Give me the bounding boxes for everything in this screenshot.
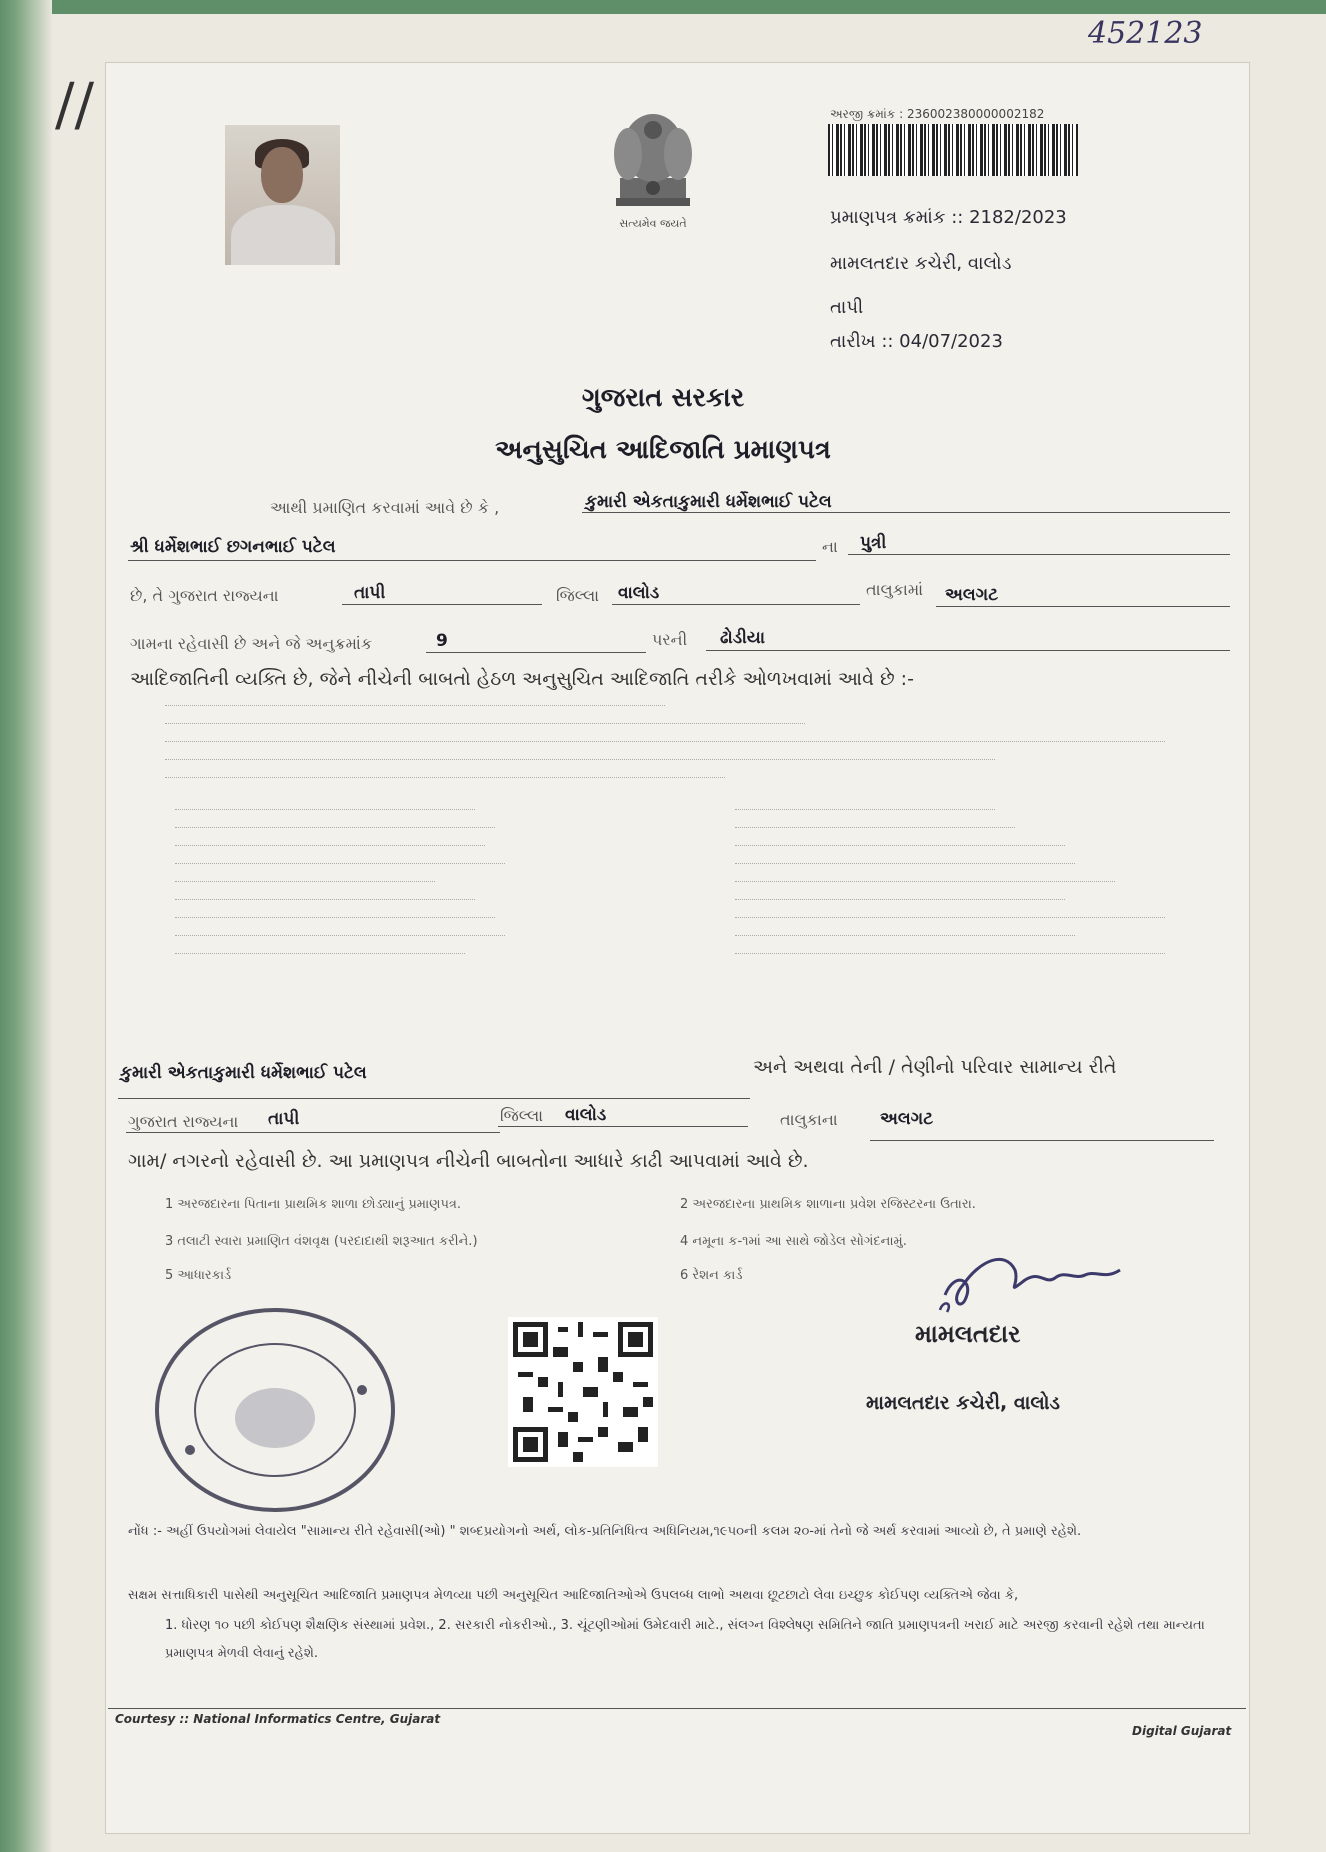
basis-item-3: 3 તલાટી સ્વારા પ્રમાણિત વંશવૃક્ષ (પરદાદાથી શરૂઆત કરીને.) — [165, 1234, 478, 1249]
statement-name: કુમારી એકતાકુમારી ધર્મેશભાઈ પટેલ — [120, 1063, 367, 1083]
basis-item-5: 5 આધારકાર્ડ — [165, 1268, 232, 1283]
statement-district-label: જિલ્લા — [500, 1106, 544, 1125]
legal-orders-block — [165, 696, 1165, 778]
footer-courtesy: Courtesy :: National Informatics Centre, Gujarat — [115, 1712, 441, 1726]
barcode — [828, 124, 1078, 176]
basis-item-4: 4 નમૂના ક-૧માં આ સાથે જોડેલ સોગંદનામું. — [680, 1234, 907, 1249]
footer-brand: Digital Gujarat — [1132, 1724, 1232, 1738]
left-edge-band — [0, 0, 52, 1852]
resident-label: ગામના રહેવાસી છે અને જે અનુક્રમાંક — [130, 634, 373, 653]
top-edge-band — [0, 0, 1326, 14]
certificate-number: પ્રમાણપત્ર ક્રમાંક :: 2182/2023 — [830, 207, 1067, 228]
certify-label: આથી પ્રમાણિત કરવામાં આવે છે કે , — [270, 498, 500, 517]
applicant-name: કુમારી એકતાકુમારી ધર્મેશભાઈ પટેલ — [585, 492, 832, 512]
issue-date: તારીખ :: 04/07/2023 — [830, 331, 1003, 352]
signatory-office: મામલતદાર કચેરી, વાલોડ — [866, 1392, 1060, 1414]
basis-item-2: 2 અરજદારના પ્રાથમિક શાળાના પ્રવેશ રજિસ્ટરના ઉતારા. — [680, 1197, 976, 1212]
relation-value: પુત્રી — [860, 533, 887, 553]
statement-district: તાપી — [268, 1109, 300, 1129]
serial-number: 9 — [436, 631, 448, 651]
tribe-label: પરની — [652, 630, 688, 649]
applicant-photo — [225, 125, 340, 265]
basis-item-1: 1 અરજદારના પિતાના પ્રાથમિક શાળા છોડ્યાનું પ્રમાણપત્ર. — [165, 1197, 462, 1212]
legal-orders-left — [175, 800, 555, 954]
tribe-value: ઢોડીયા — [720, 628, 765, 648]
handwritten-mark: // — [55, 70, 95, 138]
statement-taluka-label: તાલુકાના — [780, 1110, 838, 1129]
taluka-label: તાલુકામાં — [866, 580, 924, 599]
certificate-title: અનુસુચિત આદિજાતિ પ્રમાણપત્ર — [495, 435, 831, 465]
note-verification: સક્ષમ સત્તાધિકારી પાસેથી અનુસૂચિત આદિજાતિ પ્રમાણપત્ર મેળવ્યા પછી અનુસૂચિત આદિજાતિઓએ ઉપલબ્ધ લાભો અથવા છૂટછાટો લેવા ઇચ્છુક કોઈપણ વ્યક્તિએ જેવા કે, — [128, 1588, 1019, 1603]
issuing-office: મામલતદાર કચેરી, વાલોડ — [830, 253, 1012, 274]
state-label: છે, તે ગુજરાત રાજ્યના — [130, 586, 279, 605]
note-resident-definition: નોંધ :- અહીં ઉપયોગમાં લેવાયેલ "સામાન્ય રીતે રહેવાસી(ઓ) " શબ્દપ્રયોગનો અર્થ, લોક-પ્રતિનિધિત્વ અધિનિયમ,૧૯૫૦ની કલમ ૨૦-માં તેનો જે અર્થ કરવામાં આવ્યો છે, તે પ્રમાણે રહેશે. — [128, 1524, 1082, 1539]
village-value: અલગટ — [945, 585, 999, 605]
legal-orders-right — [735, 800, 1175, 954]
statement-state-label: ગુજરાત રાજ્યના — [128, 1112, 239, 1131]
taluka-value: વાલોડ — [618, 583, 660, 603]
basis-intro: ગામ/ નગરનો રહેવાસી છે. આ પ્રમાણપત્ર નીચેની બાબતોના આધારે કાઢી આપવામાં આવે છે. — [128, 1150, 809, 1172]
handwritten-number: 452123 — [1088, 16, 1203, 51]
application-number: અરજી ક્રમાંક : 236002380000002182 — [830, 107, 1045, 121]
family-text: અને અથવા તેની / તેણીનો પરિવાર સામાન્ય રીતે — [753, 1056, 1117, 1078]
basis-item-6: 6 રેશન કાર્ડ — [680, 1268, 743, 1283]
district-label: જિલ્લા — [556, 586, 600, 605]
qr-code — [508, 1317, 658, 1467]
father-name: શ્રી ધર્મેશભાઈ છગનભાઈ પટેલ — [130, 537, 336, 557]
district-value: તાપી — [354, 583, 386, 603]
statement-village: અલગટ — [880, 1109, 934, 1129]
note-verification-items: 1. ધોરણ ૧૦ પછી કોઈપણ શૈક્ષણિક સંસ્થામાં પ્રવેશ., 2. સરકારી નોકરીઓ., 3. ચૂંટણીઓમાં ઉમેદવારી માટે., સંલગ્ન વિશ્લેષણ સમિતિને જાતિ પ્રમાણપત્રની ખરાઈ માટે અરજી કરવાની રહેશે તથા માન્યતા પ્રમાણપત્ર મેળવી લેવાનું રહેશે. — [165, 1618, 1205, 1661]
recognition-intro: આદિજાતિની વ્યક્તિ છે, જેને નીચેની બાબતો હેઠળ અનુસુચિત આદિજાતિ તરીકે ઓળખવામાં આવે છે :- — [130, 668, 914, 690]
signatory-title: મામલતદાર — [915, 1320, 1021, 1348]
office-seal-icon — [150, 1300, 400, 1515]
government-title: ગુજરાત સરકાર — [581, 383, 745, 413]
relation-label: ના — [822, 537, 838, 556]
national-emblem-icon — [598, 100, 708, 220]
header-district: તાપી — [830, 297, 864, 318]
emblem-caption: સત્યમેવ જયતે — [619, 217, 687, 230]
statement-taluka: વાલોડ — [565, 1105, 607, 1125]
signature — [935, 1240, 1135, 1320]
